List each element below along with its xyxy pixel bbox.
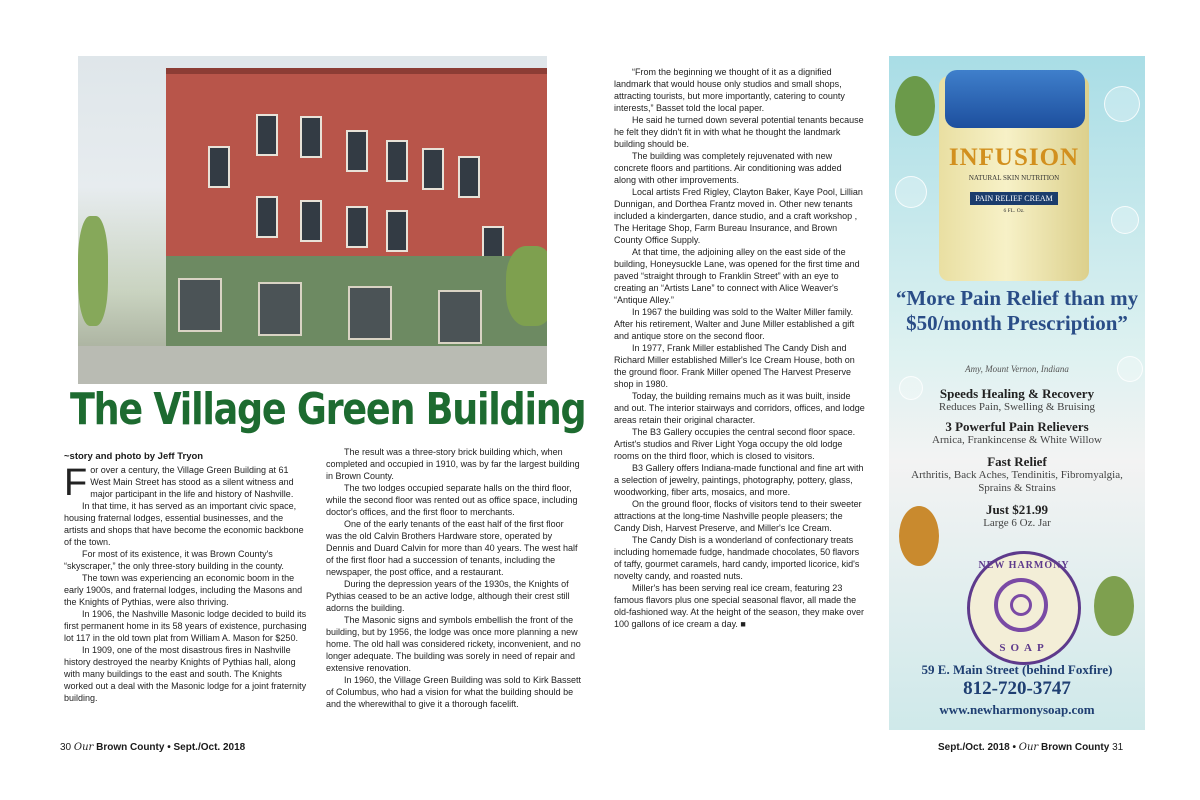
ad-phone: 812-720-3747	[963, 678, 1071, 699]
magazine-brand: Our	[1018, 742, 1039, 753]
magazine-title: Brown County	[1040, 742, 1110, 753]
shop-window	[438, 290, 482, 344]
paragraph: On the ground floor, flocks of visitors tend to their sweeter attractions at the long-time Nashville people pleasers; the Candy Dish, Harvest Preserve, and Miller's Ice Cream.	[614, 499, 862, 533]
ad-website[interactable]: www.newharmonysoap.com	[939, 702, 1095, 717]
ad-headline: “More Pain Relief than my $50/month Prescription”	[895, 286, 1139, 335]
paragraph: In 1909, one of the most disastrous fires in Nashville history destroyed the nearby Knights of Pythias hall, along with many buildings to the east and south. The Knights worked out a deal with the Masonic lodge for a joint fraternity building.	[64, 645, 307, 703]
shop-window	[348, 286, 392, 340]
window	[386, 140, 408, 182]
paragraph: The Candy Dish is a wonderland of confectionary treats including homemade fudge, handmade chocolates, 50 flavors of taffy, gourmet caramels, hard candy, imported licorice, kid's novelty candy, and roasted nuts.	[614, 535, 860, 581]
footer-left	[60, 742, 245, 753]
paragraph: “From the beginning we thought of it as a dignified landmark that would house only studios and small shops, attracting tourists, but more importantly, catering to county interests,” Basset told the local paper.	[614, 67, 845, 113]
magazine-brand: Our	[73, 742, 94, 753]
paragraph: One of the early tenants of the east half of the first floor was the old Calvin Brothers Hardware store, operated by Dennis and Duard Calvin for more than 40 years. The west half of the first floor had a succession of tenants, including the newspaper, the post office, and a restaurant.	[326, 519, 578, 577]
window	[300, 200, 322, 242]
ad-price: Just $21.99 Large 6 Oz. Jar	[983, 502, 1051, 529]
article-column-2	[326, 446, 582, 710]
paragraph: Miller's has been serving real ice cream, featuring 23 famous flavors plus one special seasonal flavor, all made the old-fashioned way. At the height of the season, they make over 100 gallons of ice cream a day. ■	[614, 583, 864, 629]
paragraph: In 1967 the building was sold to the Walter Miller family. After his retirement, Walter and June Miller established a gift and antique store on the second floor.	[614, 307, 855, 341]
paragraph: The Masonic signs and symbols embellish the front of the building, but by 1956, the lodge was once more planning a new home. The old hall was considered rickety, inconvenient, and no longer adequate. The building was sorely in need of repair and extensive renovation.	[326, 615, 581, 673]
paragraph: The town was experiencing an economic boom in the early 1900s, and fraternal lodges, including the Masons and the Knights of Pythias, were also thriving.	[64, 573, 303, 607]
jar-lid	[945, 70, 1085, 128]
jar-subtitle: NATURAL SKIN NUTRITION	[968, 174, 1060, 182]
window	[346, 130, 368, 172]
shop-window	[258, 282, 302, 336]
paragraph: He said he turned down several potential tenants because he felt they didn't fit in with what he thought the landmark building should be.	[614, 115, 864, 149]
paragraph: At that time, the adjoining alley on the east side of the building, Honeysuckle Lane, was opened for the first time and paved “straight through to Franklin Street” with an eye to creating an “Artists Lane” to connect with Alice Weaver's “Antique Alley.”	[614, 247, 860, 305]
ad-feature: Fast Relief Arthritis, Back Aches, Tendinitis, Fibromyalgia, Sprains & Strains	[911, 454, 1123, 494]
paragraph: In 1960, the Village Green Building was sold to Kirk Bassett of Columbus, who had a vision for what the building should be and the wherewithal to give it a thorough facelift.	[326, 675, 581, 709]
window	[386, 210, 408, 252]
ad-address: 59 E. Main Street (behind Foxfire)	[921, 662, 1113, 677]
ad-feature: Speeds Healing & Recovery Reduces Pain, Swelling & Bruising	[938, 386, 1096, 413]
herb-icon	[895, 76, 935, 136]
paragraph: Local artists Fred Rigley, Clayton Baker, Kaye Pool, Lillian Dunnigan, and Dorthea Frantz moved in. Other new tenants included a kindergarten, dance studio, and a craft workshop , The Heritage Shop, Farm Bureau Insurance, and Brown County Office Supply.	[614, 187, 863, 245]
herb-icon	[1094, 576, 1134, 636]
paragraph: B3 Gallery offers Indiana-made functional and fine art with a selection of jewelry, paintings, photography, pottery, glass, woodworking, fiber arts, mosaics, and more.	[614, 463, 864, 497]
bubble	[1111, 206, 1139, 234]
paragraph: The result was a three-story brick building which, when completed and occupied in 1910, was by far the largest building in Brown County.	[326, 447, 580, 481]
bubble	[895, 176, 927, 208]
issue-date: Sept./Oct. 2018 •	[938, 742, 1016, 753]
new-harmony-soap-logo	[967, 551, 1081, 665]
window	[422, 148, 444, 190]
window	[300, 116, 322, 158]
building-photo	[78, 56, 547, 384]
issue-date: • Sept./Oct. 2018	[167, 742, 246, 753]
paragraph: The two lodges occupied separate halls on the third floor, while the second floor was rented out as office space, including doctor's offices, and the first floor to merchants.	[326, 483, 578, 517]
logo-text-top: NEW HARMONY	[978, 560, 1070, 571]
tree	[78, 216, 108, 326]
shop-window	[178, 278, 222, 332]
jar-label	[941, 144, 1087, 214]
ad-feature: 3 Powerful Pain Relievers Arnica, Frankincense & White Willow	[932, 419, 1102, 446]
ad-attribution: Amy, Mount Vernon, Indiana	[965, 364, 1069, 374]
jar-brand: INFUSION	[948, 144, 1080, 171]
bubble	[1104, 86, 1140, 122]
magazine-title: Brown County	[96, 742, 165, 753]
window	[346, 206, 368, 248]
paragraph: The B3 Gallery occupies the central second floor space. Artist's studios and River Light Yoga occupy the old lodge rooms on the third floor, which is closed to visitors.	[614, 427, 856, 461]
page-number: 31	[1112, 742, 1124, 753]
paragraph: For over a century, the Village Green Building at 61 West Main Street has stood as a silent witness and major participant in the life and history of Nashville.	[64, 462, 294, 504]
paragraph: In 1906, the Nashville Masonic lodge decided to build its first permanent home in its 58 years of existence, purchasing lot 117 in the old town plat from William A. Mason for $250.	[64, 609, 307, 643]
tree	[506, 246, 547, 326]
logo-text-bottom: SOAP	[999, 642, 1049, 654]
drop-cap: F	[64, 462, 88, 504]
article-column-3	[614, 66, 866, 630]
spiral-icon	[994, 578, 1048, 632]
paragraph: In that time, it has served as an important civic space, housing fraternal lodges, essential businesses, and the artists and shops that have become the economic backbone of the town.	[64, 501, 304, 547]
jar-size: 6 FL. Oz.	[1003, 208, 1025, 214]
article-column-1	[64, 464, 308, 704]
window	[256, 114, 278, 156]
sidewalk	[78, 346, 547, 384]
window	[208, 146, 230, 188]
page-number: 30	[60, 742, 72, 753]
paragraph: For most of its existence, it was Brown County's “skyscraper,” the only three-story building in the county.	[64, 549, 284, 571]
window	[256, 196, 278, 238]
paragraph: The building was completely rejuvenated with new concrete floors and partitions. Air conditioning was added along with other improvements.	[614, 151, 842, 185]
paragraph: Today, the building remains much as it was built, inside and out. The interior stairways and corridors, offices, and lodge areas retain their original character.	[614, 391, 865, 425]
byline: ~story and photo by Jeff Tryon	[64, 451, 204, 462]
jar-product: PAIN RELIEF CREAM	[970, 192, 1058, 205]
footer-right	[938, 742, 1123, 753]
advertisement	[889, 56, 1145, 730]
paragraph: In 1977, Frank Miller established The Candy Dish and Richard Miller established Miller's Ice Cream House, both on the ground floor. Frank Miller opened The Harvest Preserve shop in 1980.	[614, 343, 855, 389]
paragraph: During the depression years of the 1930s, the Knights of Pythias ceased to be an active lodge, although their crest still adorns the building.	[326, 579, 570, 613]
article-headline: The Village Green Building	[70, 384, 586, 435]
window	[458, 156, 480, 198]
